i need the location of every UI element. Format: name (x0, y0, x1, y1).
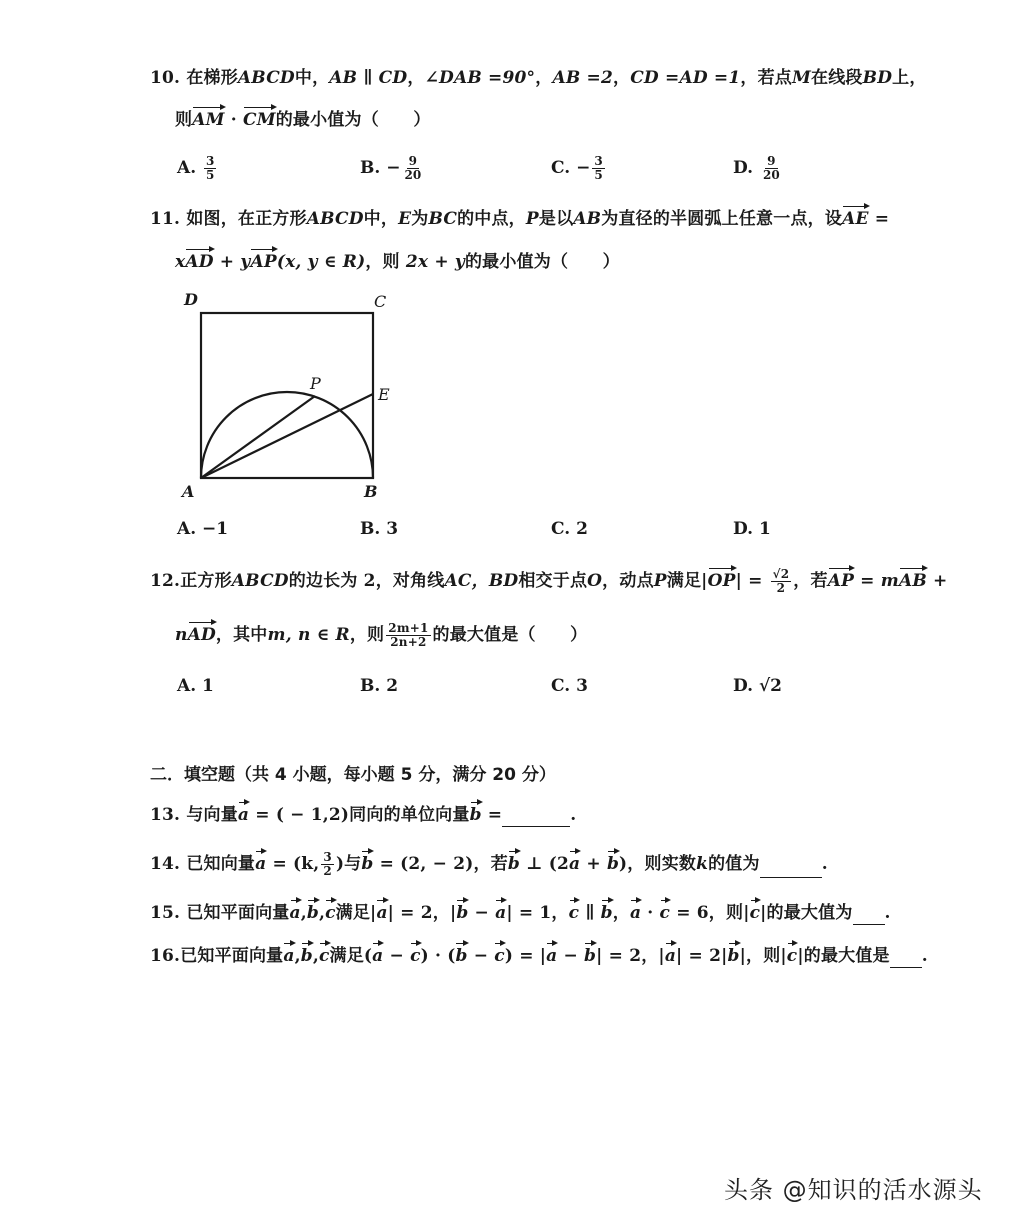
math: k (696, 854, 709, 874)
square-abcd (201, 313, 373, 478)
option-label: C. (551, 158, 571, 178)
question-15: 15. 已知平面向量a,b,c满足|a| = 2，|b − a| = 1，c ∥ b，a · c = 6，则|c|的最大值为 . (150, 903, 891, 923)
fraction (402, 155, 423, 182)
label-a: A (182, 482, 195, 501)
q10-option-d[interactable] (733, 155, 784, 182)
fraction (592, 155, 604, 182)
option-value: 3 (576, 676, 588, 696)
text: . (884, 903, 891, 923)
fraction (386, 622, 430, 649)
text: 上， (892, 68, 927, 88)
text: ， (612, 903, 630, 923)
text: 的中点， (457, 209, 526, 229)
text: + (213, 252, 241, 272)
text: 中， (363, 209, 399, 229)
vector-b: b (300, 946, 313, 966)
text: 在线段 (811, 68, 863, 88)
text: = 6，则| (670, 903, 750, 923)
denominator: 20 (404, 168, 422, 182)
vector-b: b (507, 854, 521, 874)
text: + (580, 854, 607, 874)
text: |，则| (739, 946, 787, 966)
option-label: B. (360, 676, 381, 696)
text: 满足 (666, 571, 702, 591)
text: 的边长为 2，对角线 (288, 571, 445, 591)
segment-ae (201, 394, 373, 478)
text: 正方形 (180, 571, 232, 591)
label-p: P (310, 374, 321, 393)
text: | = 2，| (596, 946, 665, 966)
option-label: A. (177, 676, 197, 696)
option-value: √2 (758, 676, 782, 696)
question-16: 16.已知平面向量a,b,c满足(a − c) · (b − c) = |a − b| = 2，|a| = 2|b|，则|c|的最大值是 . (150, 946, 928, 966)
fraction (771, 568, 792, 595)
vector-b: b (600, 903, 613, 923)
text: 是以 (538, 209, 574, 229)
text: . (921, 946, 928, 966)
text: − (557, 946, 585, 966)
text: ) · ( (420, 946, 456, 966)
fraction (761, 155, 782, 182)
math: CD =AD =1 (630, 68, 741, 88)
vector-a: a (237, 805, 250, 825)
vector-a: a (283, 946, 295, 966)
q12-option-d[interactable] (733, 674, 782, 698)
denominator: 20 (762, 168, 780, 182)
option-label: D. (733, 676, 754, 696)
option-value: 2 (386, 676, 399, 696)
math: ABCD (231, 571, 289, 591)
option-label: D. (733, 519, 754, 539)
text: = (741, 571, 769, 591)
math: ABCD (306, 209, 364, 229)
text: ，则 (365, 252, 406, 272)
text: 的值为 (708, 854, 760, 874)
option-value: 2 (576, 519, 588, 539)
text: ，若 (793, 571, 828, 591)
math: BC (428, 209, 458, 229)
text: 已知平面向量 (180, 946, 284, 966)
text: = (868, 209, 890, 229)
vector-b: b (306, 903, 319, 923)
text: ⊥ (2 (520, 854, 570, 874)
numerator: 9 (767, 154, 776, 168)
label-c: C (374, 292, 387, 311)
question-10-line-1 (150, 66, 927, 90)
vector-b: b (469, 805, 482, 825)
option-label: D. (733, 158, 754, 178)
math: n (175, 625, 188, 645)
vector-b: b (606, 854, 620, 874)
question-number: 10. (150, 68, 181, 88)
text: · (224, 110, 243, 130)
question-12-line-1: 12.正方形ABCD的边长为 2，对角线AC，BD相交于点O，动点P满足|OP| = $\frac{√2}{2}$ ，若AP = mAB + (150, 567, 948, 595)
label-d: D (184, 290, 198, 309)
text: 为直径的半圆弧上任意一点，设 (601, 209, 843, 229)
text: | = 2，| (387, 903, 457, 923)
vector-a: a (546, 946, 558, 966)
sign: − (576, 158, 591, 178)
vector-c: c (494, 946, 505, 966)
watermark: 头条 @知识的活水源头 (724, 1176, 983, 1204)
text: − (468, 903, 496, 923)
option-value: 1 (758, 519, 771, 539)
math: ABCD (237, 68, 295, 88)
text: = ( − 1,2)同向的单位向量 (249, 805, 470, 825)
question-number: 15. (150, 903, 181, 923)
denominator: 5 (594, 168, 603, 182)
vector-a: a (664, 946, 677, 966)
math: x (175, 252, 186, 272)
question-11-line-2 (175, 250, 620, 274)
text: 与向量 (186, 805, 238, 825)
text: + (926, 571, 948, 591)
label-e: E (378, 385, 390, 404)
text: 满足| (335, 903, 377, 923)
label-b: B (364, 482, 378, 501)
text: 相交于点 (518, 571, 588, 591)
text: − (383, 946, 411, 966)
math: O (587, 571, 603, 591)
denominator: 2n+2 (390, 635, 427, 649)
numerator: 3 (323, 850, 332, 864)
math: AB (573, 209, 602, 229)
vector-ad: AD (187, 625, 216, 645)
math: ∠DAB =90° (424, 68, 536, 88)
vector-c: c (659, 903, 671, 923)
text: − (467, 946, 495, 966)
vector-ab: AB (898, 571, 927, 591)
answer-blank[interactable] (890, 949, 922, 968)
numerator: 3 (594, 154, 603, 168)
math: 2x + y (405, 252, 465, 272)
text: 的最小值为（ ） (464, 252, 620, 272)
text: ， (613, 68, 631, 88)
q10-option-c[interactable] (551, 155, 607, 182)
vector-a: a (376, 903, 388, 923)
segment-ap (201, 396, 315, 478)
q11-option-b[interactable] (360, 517, 398, 541)
vector-ad: AD (185, 252, 214, 272)
text: · (641, 903, 660, 923)
sign: − (386, 158, 401, 178)
vector-ap: AP (827, 571, 855, 591)
question-14 (150, 851, 828, 878)
text: = (481, 805, 503, 825)
vector-c: c (568, 903, 580, 923)
text: ， (407, 68, 425, 88)
vector-op: OP (707, 571, 736, 591)
vector-b: b (361, 854, 374, 874)
q12-option-b[interactable] (360, 674, 398, 698)
math: AB ∥ CD (329, 68, 408, 88)
question-13 (150, 803, 576, 827)
q11-option-c[interactable] (551, 517, 588, 541)
vector-b: b (455, 946, 468, 966)
q12-option-c[interactable] (551, 674, 588, 698)
vector-a: a (495, 903, 507, 923)
text: |的最大值是 (797, 946, 890, 966)
text: 满足( (329, 946, 373, 966)
question-number: 13. (150, 805, 181, 825)
text: = (2, − 2)，若 (373, 854, 508, 874)
text: ，若点 (740, 68, 792, 88)
math: E (398, 209, 412, 229)
text: 如图，在正方形 (186, 209, 307, 229)
text: 则 (175, 110, 193, 130)
option-label: B. (360, 519, 381, 539)
question-number: 14. (150, 854, 181, 874)
denominator: 5 (206, 168, 215, 182)
text: 在梯形 (186, 68, 238, 88)
text: 已知平面向量 (186, 903, 290, 923)
text: )，则实数 (619, 854, 697, 874)
text: 为 (411, 209, 429, 229)
question-number: 16. (150, 946, 181, 966)
question-10-line-2 (175, 108, 431, 132)
denominator: 2 (776, 581, 786, 595)
q10-option-a[interactable] (177, 155, 218, 182)
numerator: 3 (206, 154, 215, 168)
text: |的最大值为 (760, 903, 853, 923)
text: ， (535, 68, 553, 88)
vector-b: b (584, 946, 597, 966)
math: m, n ∈ R (267, 625, 350, 645)
text: | = 2| (676, 946, 728, 966)
math: (x, y ∈ R) (276, 252, 366, 272)
math: y (240, 252, 251, 272)
vector-c: c (325, 903, 336, 923)
square-semicircle-figure (178, 287, 408, 502)
option-value: 1 (202, 676, 214, 696)
numerator: 9 (408, 154, 417, 168)
answer-blank[interactable] (502, 808, 570, 827)
fraction (321, 851, 334, 878)
q12-option-a[interactable] (177, 674, 214, 698)
text: = (k, (266, 854, 320, 874)
math: AB =2 (552, 68, 613, 88)
option-label: B. (360, 158, 381, 178)
section-heading: 二．填空题（共 4 小题，每小题 5 分，满分 20 分） (150, 765, 556, 785)
numerator: √2 (772, 567, 790, 581)
math: P (653, 571, 667, 591)
vector-cm: CM (242, 110, 276, 130)
text: = (854, 571, 881, 591)
question-11-line-1 (150, 207, 889, 231)
vector-ap: AP (250, 252, 277, 272)
text: . (570, 805, 577, 825)
option-label: A. (177, 519, 197, 539)
numerator: 2m+1 (388, 621, 429, 635)
vector-a: a (372, 946, 384, 966)
math: M (791, 68, 812, 88)
fraction (204, 155, 216, 182)
text: | = 1， (506, 903, 569, 923)
text: . (821, 854, 828, 874)
answer-blank[interactable] (760, 859, 822, 878)
vector-a: a (629, 903, 642, 923)
q11-option-a[interactable] (177, 517, 228, 541)
answer-blank[interactable] (853, 906, 885, 925)
vector-c: c (318, 946, 330, 966)
option-label: C. (551, 676, 571, 696)
option-label: A. (177, 158, 197, 178)
text: ，其中 (215, 625, 268, 645)
text: 中， (294, 68, 330, 88)
text: ) = | (504, 946, 547, 966)
text: ∥ (579, 903, 601, 923)
option-value: −1 (202, 519, 229, 539)
vector-am: AM (192, 110, 225, 130)
denominator: 2 (323, 864, 332, 878)
q11-option-d[interactable] (733, 517, 771, 541)
option-value: 3 (386, 519, 399, 539)
vector-c: c (749, 903, 761, 923)
text: )与 (335, 854, 362, 874)
math: m (880, 571, 899, 591)
option-label: C. (551, 519, 571, 539)
math: P (525, 209, 539, 229)
vector-b: b (456, 903, 469, 923)
text: 的最小值为（ ） (275, 110, 431, 130)
q10-option-b[interactable] (360, 155, 425, 182)
math: BD (862, 68, 893, 88)
question-12-line-2 (175, 622, 587, 649)
vector-b: b (727, 946, 740, 966)
math: AC，BD (444, 571, 519, 591)
vector-a: a (289, 903, 301, 923)
text: 的最大值是（ ） (432, 625, 588, 645)
vector-ae: AE (842, 209, 869, 229)
vector-c: c (410, 946, 421, 966)
text: ，则 (349, 625, 385, 645)
question-number: 12. (150, 571, 181, 591)
vector-a: a (569, 854, 581, 874)
text: 已知向量 (186, 854, 256, 874)
text: ，动点 (602, 571, 654, 591)
question-number: 11. (150, 209, 181, 229)
vector-a: a (255, 854, 267, 874)
vector-c: c (786, 946, 798, 966)
